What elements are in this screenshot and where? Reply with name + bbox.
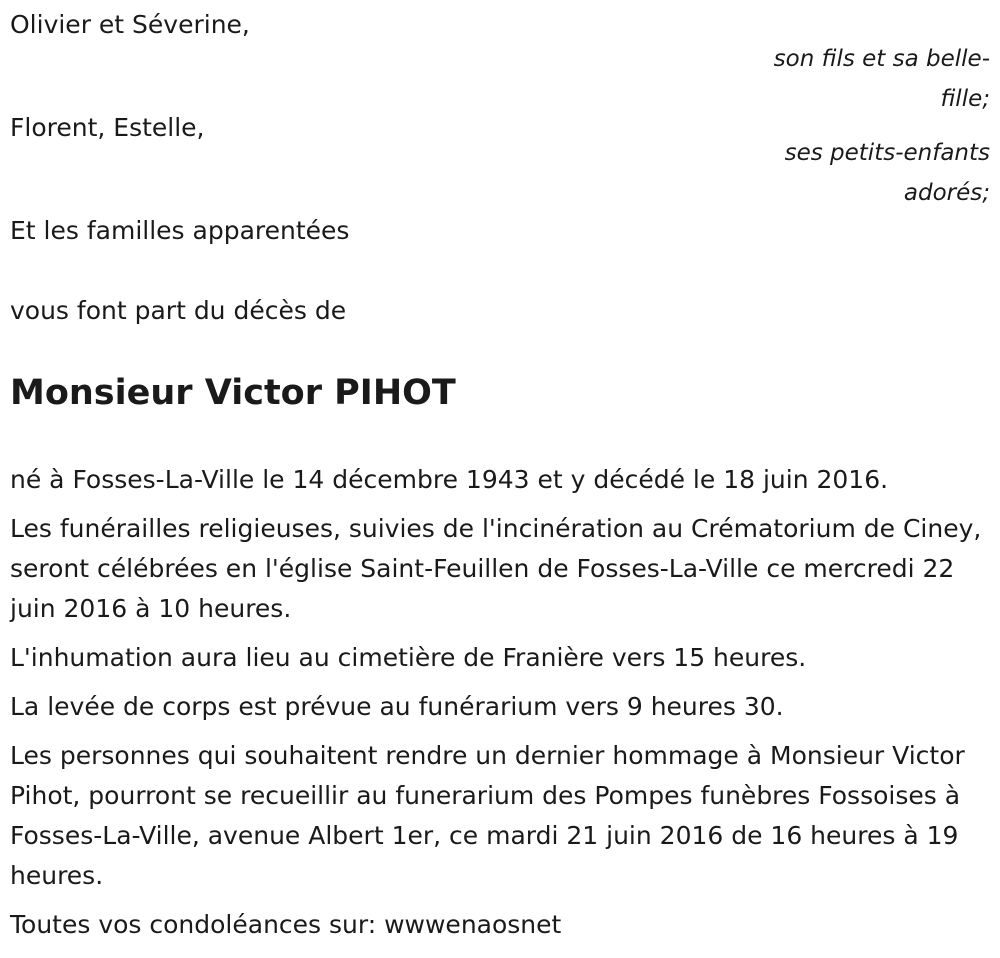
family-entry-grandchildren: [10, 113, 990, 213]
family-entry-son: [10, 10, 990, 110]
relatives-line: Et les familles apparentées: [10, 216, 350, 245]
announcement-line: vous font part du décès de: [10, 296, 347, 325]
family-names: Florent, Estelle,: [10, 113, 205, 142]
departure-paragraph: La levée de corps est prévue au funérarium vers 9 heures 30.: [10, 692, 784, 721]
family-relation: ses petits-enfants adorés;: [784, 140, 990, 206]
obituary-details: [10, 460, 995, 954]
funeral-paragraph: Les funérailles religieuses, suivies de l'incinération au Crématorium de Ciney, seront célébrées en l'église Saint-Feuillen de Fosses-La-Ville ce mercredi 22 juin 2016 à 10 heures.: [10, 514, 982, 623]
deceased-name: Monsieur Victor PIHOT: [10, 373, 456, 413]
family-relation: son fils et sa belle-fille;: [773, 46, 990, 112]
condolences-paragraph: Toutes vos condoléances sur: wwwenaosnet: [10, 910, 562, 939]
family-names: Olivier et Séverine,: [10, 10, 250, 39]
birth-death-paragraph: né à Fosses-La-Ville le 14 décembre 1943 et y décédé le 18 juin 2016.: [10, 465, 889, 494]
tribute-paragraph: Les personnes qui souhaitent rendre un dernier hommage à Monsieur Victor Pihot, pourront se recueillir au funerarium des Pompes funèbres Fossoises à Fosses-La-Ville, avenue Albert 1er, ce mardi 21 juin 2016 de 16 heures à 19 heures.: [10, 741, 965, 890]
burial-paragraph: L'inhumation aura lieu au cimetière de Franière vers 15 heures.: [10, 643, 807, 672]
